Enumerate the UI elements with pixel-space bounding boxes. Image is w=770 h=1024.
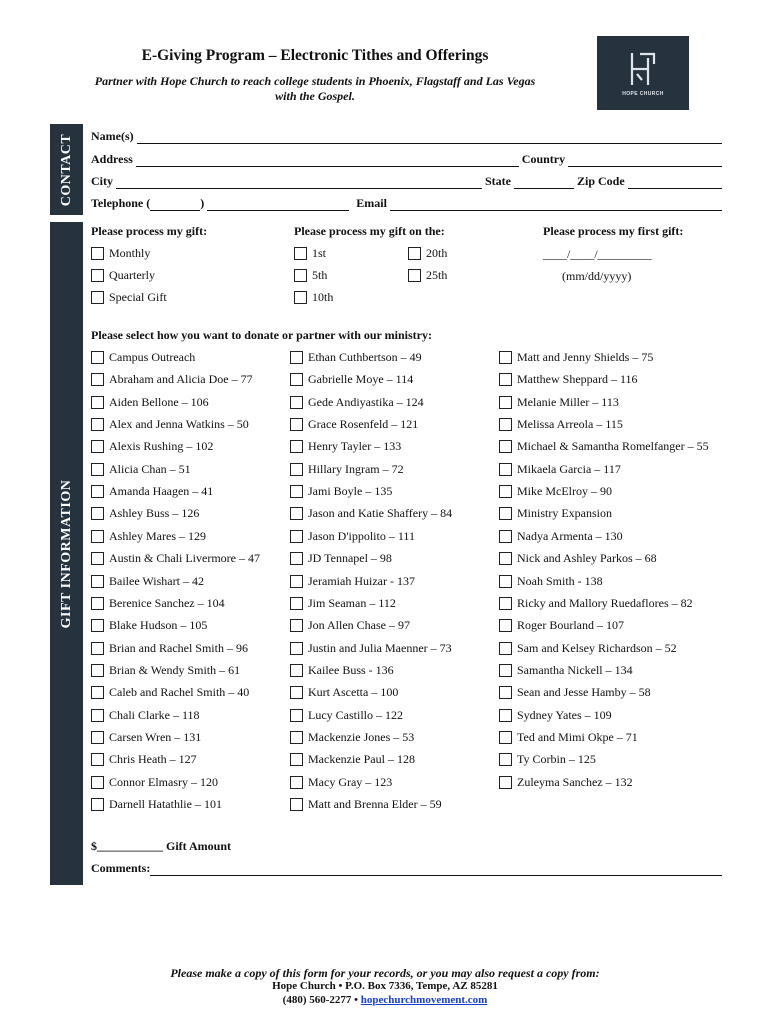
checkbox-label: Matthew Sheppard – 116 [517, 372, 638, 387]
checkbox-label: Austin & Chali Livermore – 47 [109, 551, 260, 566]
checkbox[interactable] [290, 619, 303, 632]
page-subtitle [70, 74, 560, 104]
checkbox[interactable] [290, 396, 303, 409]
checkbox[interactable] [499, 686, 512, 699]
ministry-option[interactable] [91, 596, 225, 611]
checkbox[interactable] [91, 485, 104, 498]
checkbox-label: 10th [312, 290, 334, 304]
checkbox-label: Brian & Wendy Smith – 61 [109, 662, 241, 677]
ministry-option[interactable] [290, 618, 410, 633]
checkbox-label: 25th [426, 268, 448, 282]
ministry-option[interactable] [290, 574, 415, 589]
checkbox-label: Michael & Samantha Romelfanger – 55 [517, 439, 709, 454]
checkbox-label: Hillary Ingram – 72 [308, 461, 404, 476]
checkbox-label: Mackenzie Paul – 128 [308, 752, 415, 767]
frequency-option[interactable] [91, 246, 150, 261]
telephone-blank[interactable] [207, 199, 349, 211]
checkbox-label: Macy Gray – 123 [308, 774, 393, 789]
day-option[interactable] [408, 246, 447, 261]
checkbox[interactable] [290, 418, 303, 431]
checkbox[interactable] [290, 776, 303, 789]
checkbox-label: 5th [312, 268, 328, 282]
ministry-option[interactable] [290, 775, 392, 790]
checkbox[interactable] [499, 619, 512, 632]
ministry-option[interactable] [290, 641, 452, 656]
checkbox[interactable] [91, 619, 104, 632]
area-code-blank[interactable] [150, 199, 200, 211]
checkbox[interactable] [91, 642, 104, 655]
checkbox-label: Mike McElroy – 90 [517, 484, 612, 499]
checkbox-label: Gabrielle Moye – 114 [308, 372, 414, 387]
checkbox-label: Kailee Buss - 136 [308, 662, 394, 677]
first-gift-date-format: (mm/dd/yyyy) [562, 269, 632, 283]
ministry-option[interactable] [499, 439, 709, 454]
address-blank[interactable] [136, 155, 519, 167]
comments-field[interactable] [91, 860, 725, 876]
checkbox-label: Nadya Armenta – 130 [517, 528, 623, 543]
ministry-option[interactable] [91, 574, 204, 589]
ministry-option[interactable] [91, 551, 260, 566]
subtitle-line-2: with the Gospel. [275, 89, 355, 103]
gift-amount-field[interactable]: $___________ Gift Amount [91, 839, 232, 853]
ministry-option[interactable] [499, 350, 653, 365]
ministry-option[interactable] [91, 462, 191, 477]
checkbox-label: Melissa Arreola – 115 [517, 417, 623, 432]
ministry-option[interactable] [91, 775, 218, 790]
day-option[interactable] [294, 246, 326, 261]
checkbox-label: Lucy Castillo – 122 [308, 707, 403, 722]
checkbox-label: Grace Rosenfeld – 121 [308, 417, 419, 432]
checkbox[interactable] [91, 530, 104, 543]
comments-blank[interactable] [150, 864, 722, 876]
ministry-option[interactable] [499, 484, 612, 499]
country-blank[interactable] [568, 155, 722, 167]
ministry-option[interactable] [91, 663, 240, 678]
checkbox[interactable] [290, 709, 303, 722]
checkbox[interactable] [499, 485, 512, 498]
checkbox-label: Ashley Buss – 126 [109, 506, 200, 521]
checkbox-label: Bailee Wishart – 42 [109, 573, 204, 588]
ministry-option[interactable] [499, 775, 633, 790]
ministry-option[interactable] [499, 372, 638, 387]
city-label: City [91, 174, 113, 188]
checkbox-label: Campus Outreach [109, 350, 196, 364]
checkbox-label: Sam and Kelsey Richardson – 52 [517, 640, 677, 655]
checkbox[interactable] [290, 753, 303, 766]
ministry-option[interactable] [499, 685, 651, 700]
checkbox[interactable] [91, 597, 104, 610]
ministry-option[interactable] [499, 395, 619, 410]
day-option[interactable] [294, 268, 327, 283]
checkbox-label: Darnell Hatathlie – 101 [109, 797, 222, 811]
checkbox[interactable] [91, 686, 104, 699]
checkbox[interactable] [499, 753, 512, 766]
checkbox-label: Noah Smith - 138 [517, 573, 603, 588]
first-gift-header: Please process my first gift: [543, 224, 684, 238]
checkbox-label: Jeramiah Huizar - 137 [308, 573, 415, 588]
ministry-option[interactable] [290, 417, 418, 432]
checkbox-label: Chris Heath – 127 [109, 752, 197, 767]
telephone-label: Telephone ( [91, 196, 151, 210]
telephone-close: ) [200, 196, 205, 210]
ministry-option[interactable] [290, 350, 422, 365]
ministry-option[interactable] [290, 752, 415, 767]
ministry-option[interactable] [499, 596, 693, 611]
checkbox-label: Alex and Jenna Watkins – 50 [109, 417, 249, 432]
ministry-option[interactable] [91, 752, 197, 767]
checkbox-label: Ministry Expansion [517, 506, 612, 521]
checkbox[interactable] [290, 664, 303, 677]
ministry-option[interactable] [290, 708, 403, 723]
checkbox[interactable] [499, 463, 512, 476]
checkbox-label: Connor Elmasry – 120 [109, 774, 218, 789]
checkbox-label: Matt and Jenny Shields – 75 [517, 350, 654, 364]
ministry-option[interactable] [91, 708, 200, 723]
ministry-option[interactable] [91, 484, 213, 499]
checkbox[interactable] [290, 463, 303, 476]
ministry-option[interactable] [290, 730, 414, 745]
checkbox-label: Jason and Katie Shaffery – 84 [308, 506, 453, 521]
city-blank[interactable] [116, 177, 482, 189]
ministry-option[interactable] [499, 618, 624, 633]
process-day-header: Please process my gift on the: [294, 224, 445, 238]
checkbox[interactable] [91, 269, 104, 282]
ministry-option[interactable] [290, 462, 404, 477]
checkbox-label: JD Tennapel – 98 [308, 551, 392, 566]
checkbox[interactable] [290, 642, 303, 655]
ministry-option[interactable] [290, 529, 415, 544]
footer-contact [60, 994, 710, 1006]
ministry-option[interactable] [499, 730, 638, 745]
checkbox[interactable] [499, 709, 512, 722]
checkbox-label: Special Gift [109, 290, 167, 304]
checkbox[interactable] [499, 530, 512, 543]
checkbox-label: Ricky and Mallory Ruedaflores – 82 [517, 595, 693, 610]
checkbox-label: Justin and Julia Maenner – 73 [308, 640, 452, 655]
checkbox-label: Henry Tayler – 133 [308, 439, 402, 454]
checkbox[interactable] [91, 396, 104, 409]
checkbox-label: Sean and Jesse Hamby – 58 [517, 685, 651, 700]
checkbox-label: Gede Andiyastika – 124 [308, 394, 424, 409]
checkbox-label: Chali Clarke – 118 [109, 707, 200, 722]
checkbox[interactable] [91, 440, 104, 453]
ministry-option[interactable] [91, 350, 195, 365]
gift-section-label: GIFT INFORMATION [58, 479, 74, 628]
checkbox[interactable] [290, 373, 303, 386]
ministry-header: Please select how you want to donate or partner with our ministry: [91, 328, 432, 342]
checkbox-label: Amanda Haagen – 41 [109, 484, 214, 499]
ministry-option[interactable] [290, 551, 392, 566]
website-link[interactable]: hopechurchmovement.com [360, 994, 488, 1006]
subtitle-line-1: Partner with Hope Church to reach college students in Phoenix, Flagstaff and Las Vegas [94, 74, 536, 88]
checkbox-label: Abraham and Alicia Doe – 77 [109, 372, 253, 387]
checkbox-label: 1st [312, 246, 327, 260]
checkbox-label: Ashley Mares – 129 [109, 528, 206, 543]
ministry-option[interactable] [499, 551, 657, 566]
checkbox[interactable] [290, 485, 303, 498]
logo-text: HOPE CHURCH [622, 90, 664, 97]
checkbox-label: Mikaela Garcia – 117 [517, 461, 621, 476]
ministry-option[interactable] [290, 596, 396, 611]
ministry-option[interactable] [499, 462, 621, 477]
hope-church-logo [597, 36, 689, 110]
checkbox-label: Matt and Brenna Elder – 59 [308, 797, 442, 811]
checkbox-label: Samantha Nickell – 134 [517, 662, 633, 677]
ministry-option[interactable] [91, 730, 201, 745]
ministry-option[interactable] [91, 417, 249, 432]
checkbox-label: Ted and Mimi Okpe – 71 [517, 729, 638, 744]
ministry-option[interactable] [91, 506, 199, 521]
checkbox[interactable] [290, 686, 303, 699]
checkbox-label: Berenice Sanchez – 104 [109, 595, 225, 610]
checkbox[interactable] [91, 731, 104, 744]
names-blank[interactable] [137, 132, 722, 144]
checkbox-label: Jim Seaman – 112 [308, 595, 396, 610]
names-field[interactable] [91, 128, 725, 144]
checkbox[interactable] [499, 351, 512, 364]
checkbox-label: Ethan Cuthbertson – 49 [308, 350, 422, 364]
checkbox[interactable] [290, 552, 303, 565]
checkbox[interactable] [408, 269, 421, 282]
checkbox[interactable] [499, 440, 512, 453]
checkbox[interactable] [499, 396, 512, 409]
comments-label: Comments: [91, 861, 151, 875]
checkbox-label: Blake Hudson – 105 [109, 618, 208, 633]
ministry-option[interactable] [499, 417, 623, 432]
checkbox-label: 20th [426, 246, 448, 260]
frequency-option[interactable] [91, 268, 155, 283]
checkbox[interactable] [499, 373, 512, 386]
checkbox-label: Aiden Bellone – 106 [109, 394, 209, 409]
page-title: E-Giving Program – Electronic Tithes and Offerings [141, 47, 489, 64]
ministry-option[interactable] [290, 484, 392, 499]
state-blank[interactable] [514, 177, 574, 189]
checkbox[interactable] [408, 247, 421, 260]
contact-sidebar [50, 124, 83, 215]
checkbox[interactable] [91, 351, 104, 364]
checkbox[interactable] [499, 597, 512, 610]
ministry-option[interactable] [290, 439, 401, 454]
checkbox[interactable] [290, 731, 303, 744]
ministry-option[interactable] [499, 752, 596, 767]
checkbox[interactable] [499, 418, 512, 431]
hope-church-monogram-icon [628, 50, 658, 88]
ministry-option[interactable] [91, 439, 213, 454]
checkbox-label: Carsen Wren – 131 [109, 729, 202, 744]
first-gift-date-blank[interactable]: ____/____/_________ [543, 247, 652, 261]
checkbox[interactable] [91, 776, 104, 789]
state-label: State [485, 174, 511, 188]
footer-note: Please make a copy of this form for your records, or you may also request a copy from: [170, 966, 600, 980]
country-label: Country [521, 152, 566, 166]
checkbox[interactable] [91, 575, 104, 588]
ministry-option[interactable] [290, 395, 424, 410]
checkbox[interactable] [91, 798, 104, 811]
checkbox[interactable] [290, 530, 303, 543]
checkbox[interactable] [91, 373, 104, 386]
checkbox[interactable] [499, 552, 512, 565]
checkbox[interactable] [290, 440, 303, 453]
gift-sidebar [50, 222, 83, 885]
address-label: Address [91, 152, 133, 166]
checkbox-label: Alexis Rushing – 102 [109, 439, 214, 454]
checkbox[interactable] [91, 418, 104, 431]
footer-phone: (480) 560-2277 • [282, 994, 358, 1006]
checkbox-label: Mackenzie Jones – 53 [308, 729, 415, 744]
checkbox[interactable] [294, 269, 307, 282]
ministry-option[interactable] [290, 797, 442, 812]
checkbox[interactable] [499, 731, 512, 744]
ministry-option[interactable] [499, 506, 612, 521]
ministry-option[interactable] [91, 529, 206, 544]
ministry-option[interactable] [91, 618, 207, 633]
ministry-option[interactable] [290, 372, 413, 387]
ministry-option[interactable] [290, 506, 452, 521]
checkbox[interactable] [499, 776, 512, 789]
checkbox-label: Kurt Ascetta – 100 [308, 685, 399, 700]
checkbox[interactable] [499, 642, 512, 655]
ministry-option[interactable] [91, 395, 209, 410]
checkbox[interactable] [290, 575, 303, 588]
checkbox[interactable] [91, 507, 104, 520]
checkbox-label: Jason D'ippolito – 111 [308, 528, 415, 543]
zip-blank[interactable] [628, 177, 722, 189]
checkbox-label: Jon Allen Chase – 97 [308, 618, 410, 633]
checkbox-label: Ty Corbin – 125 [517, 752, 596, 767]
checkbox-label: Quarterly [109, 268, 155, 282]
ministry-option[interactable] [91, 641, 248, 656]
ministry-option[interactable] [290, 685, 398, 700]
checkbox[interactable] [294, 291, 307, 304]
ministry-option[interactable] [290, 663, 394, 678]
checkbox-label: Alicia Chan – 51 [109, 461, 191, 476]
ministry-option[interactable] [499, 663, 633, 678]
address-field[interactable] [91, 151, 725, 167]
day-option[interactable] [408, 268, 447, 283]
names-label: Name(s) [91, 129, 134, 143]
checkbox[interactable] [91, 753, 104, 766]
checkbox[interactable] [290, 798, 303, 811]
city-field[interactable] [91, 173, 725, 189]
ministry-option[interactable] [499, 708, 612, 723]
checkbox-label: Brian and Rachel Smith – 96 [109, 640, 248, 655]
checkbox[interactable] [91, 247, 104, 260]
checkbox[interactable] [290, 507, 303, 520]
checkbox-label: Nick and Ashley Parkos – 68 [517, 551, 657, 566]
telephone-email-field[interactable] [91, 195, 725, 211]
checkbox[interactable] [499, 507, 512, 520]
checkbox[interactable] [294, 247, 307, 260]
process-gift-header: Please process my gift: [91, 224, 208, 238]
day-option[interactable] [294, 290, 333, 305]
frequency-option[interactable] [91, 290, 167, 305]
ministry-option[interactable] [91, 797, 222, 812]
email-label: Email [356, 196, 387, 210]
footer-address: Hope Church • P.O. Box 7336, Tempe, AZ 85281 [272, 980, 498, 992]
checkbox[interactable] [499, 575, 512, 588]
checkbox[interactable] [91, 552, 104, 565]
checkbox[interactable] [91, 664, 104, 677]
email-blank[interactable] [390, 199, 722, 211]
checkbox-label: Roger Bourland – 107 [517, 618, 624, 633]
zip-label: Zip Code [577, 174, 625, 188]
ministry-option[interactable] [499, 574, 603, 589]
checkbox[interactable] [499, 664, 512, 677]
checkbox-label: Caleb and Rachel Smith – 40 [109, 685, 250, 700]
ministry-option[interactable] [91, 372, 253, 387]
checkbox-label: Melanie Miller – 113 [517, 394, 619, 409]
ministry-option[interactable] [499, 641, 677, 656]
checkbox-label: Zuleyma Sanchez – 132 [517, 774, 633, 789]
checkbox[interactable] [91, 709, 104, 722]
checkbox-label: Sydney Yates – 109 [517, 707, 612, 722]
checkbox-label: Jami Boyle – 135 [308, 484, 393, 499]
checkbox[interactable] [290, 351, 303, 364]
ministry-option[interactable] [91, 685, 249, 700]
checkbox[interactable] [91, 291, 104, 304]
checkbox[interactable] [290, 597, 303, 610]
ministry-option[interactable] [499, 529, 623, 544]
checkbox-label: Monthly [109, 246, 151, 260]
checkbox[interactable] [91, 463, 104, 476]
contact-section-label: CONTACT [58, 133, 74, 206]
